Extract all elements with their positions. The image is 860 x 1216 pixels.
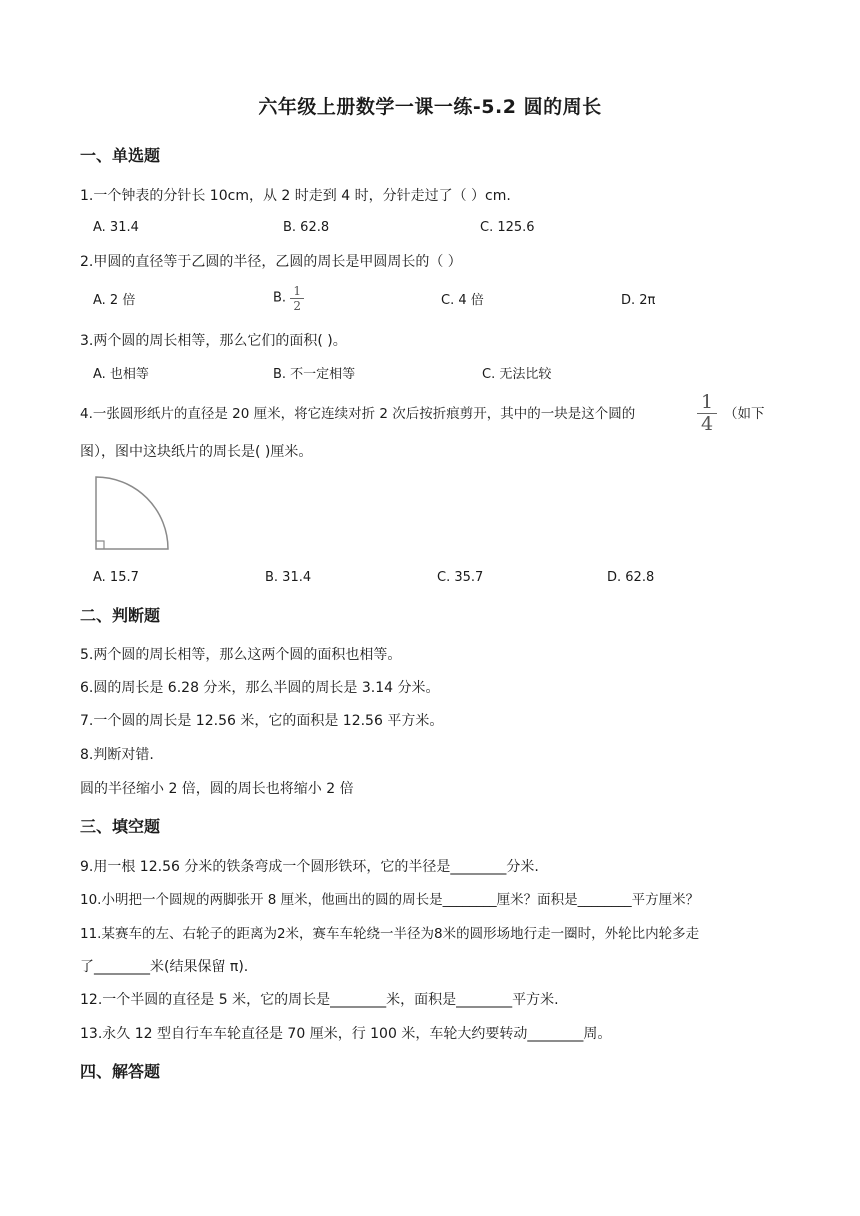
question-1-text: 1.一个钟表的分针长 10cm，从 2 时走到 4 时，分针走过了（ ）cm. (80, 188, 511, 204)
question-2-option-b (273, 285, 304, 312)
question-2-option-d: D. 2π (621, 293, 656, 308)
question-1-option-c: C. 125.6 (480, 220, 535, 235)
question-4-text-line1: 4.一张圆形纸片的直径是 20 厘米，将它连续对折 2 次后按折痕剪开，其中的一块是这个圆的 (80, 406, 636, 422)
question-12-text: 12.一个半圆的直径是 5 米，它的周长是________米，面积是________平方米. (80, 992, 559, 1008)
quarter-circle-figure (92, 475, 172, 553)
page-title: 六年级上册数学一课一练-5.2 圆的周长 (258, 96, 602, 118)
question-2-option-a: A. 2 倍 (93, 293, 136, 308)
question-11-text-line1: 11.某赛车的左、右轮子的距离为2米，赛车车轮绕一半径为8米的圆形场地行走一圈时，外轮比内轮多走 (80, 926, 700, 942)
one-quarter-fraction: $\frac{1}{4}$ (697, 393, 717, 434)
question-5-text: 5.两个圆的周长相等，那么这两个圆的面积也相等。 (80, 647, 402, 663)
question-3-text: 3.两个圆的周长相等，那么它们的面积( )。 (80, 333, 347, 349)
question-4-text-line2: 图），图中这块纸片的周长是( )厘米。 (80, 444, 313, 460)
question-3-option-a: A. 也相等 (93, 367, 149, 382)
question-1-option-a: A. 31.4 (93, 220, 139, 235)
question-8-text: 8.判断对错. (80, 747, 154, 763)
question-3-option-b: B. 不一定相等 (273, 367, 356, 382)
section-heading-true-false: 二、判断题 (80, 606, 161, 625)
question-6-text: 6.圆的周长是 6.28 分米，那么半圆的周长是 3.14 分米。 (80, 680, 440, 696)
quarter-circle-outline (96, 477, 168, 549)
question-4-option-b: B. 31.4 (265, 570, 312, 585)
question-4-option-d: D. 62.8 (607, 570, 655, 585)
question-11-text-line2: 了________米(结果保留 π). (80, 959, 249, 975)
question-2-option-c: C. 4 倍 (441, 293, 484, 308)
section-heading-answer: 四、解答题 (80, 1062, 161, 1081)
one-half-fraction: $\frac{1}{2}$ (290, 285, 304, 312)
question-8-statement: 圆的半径缩小 2 倍，圆的周长也将缩小 2 倍 (80, 781, 354, 797)
question-4-option-c: C. 35.7 (437, 570, 484, 585)
question-4-text-tail: （如下 (724, 406, 765, 422)
question-13-text: 13.永久 12 型自行车车轮直径是 70 厘米，行 100 米，车轮大约要转动________周。 (80, 1026, 612, 1042)
question-2-text: 2.甲圆的直径等于乙圆的半径，乙圆的周长是甲圆周长的（ ） (80, 254, 462, 270)
section-heading-fill-blank: 三、填空题 (80, 817, 161, 836)
question-9-text: 9.用一根 12.56 分米的铁条弯成一个圆形铁环，它的半径是________分米. (80, 859, 539, 875)
right-angle-marker (96, 541, 104, 549)
section-heading-single-choice: 一、单选题 (80, 146, 161, 165)
question-1-option-b: B. 62.8 (283, 220, 330, 235)
question-10-text: 10.小明把一个圆规的两脚张开 8 厘米，他画出的圆的周长是________厘米？面积是________平方厘米？ (80, 892, 700, 908)
question-4-option-a: A. 15.7 (93, 570, 139, 585)
question-7-text: 7.一个圆的周长是 12.56 米，它的面积是 12.56 平方米。 (80, 713, 444, 729)
question-2-option-b-label: B. (273, 290, 287, 306)
question-3-option-c: C. 无法比较 (482, 367, 552, 382)
